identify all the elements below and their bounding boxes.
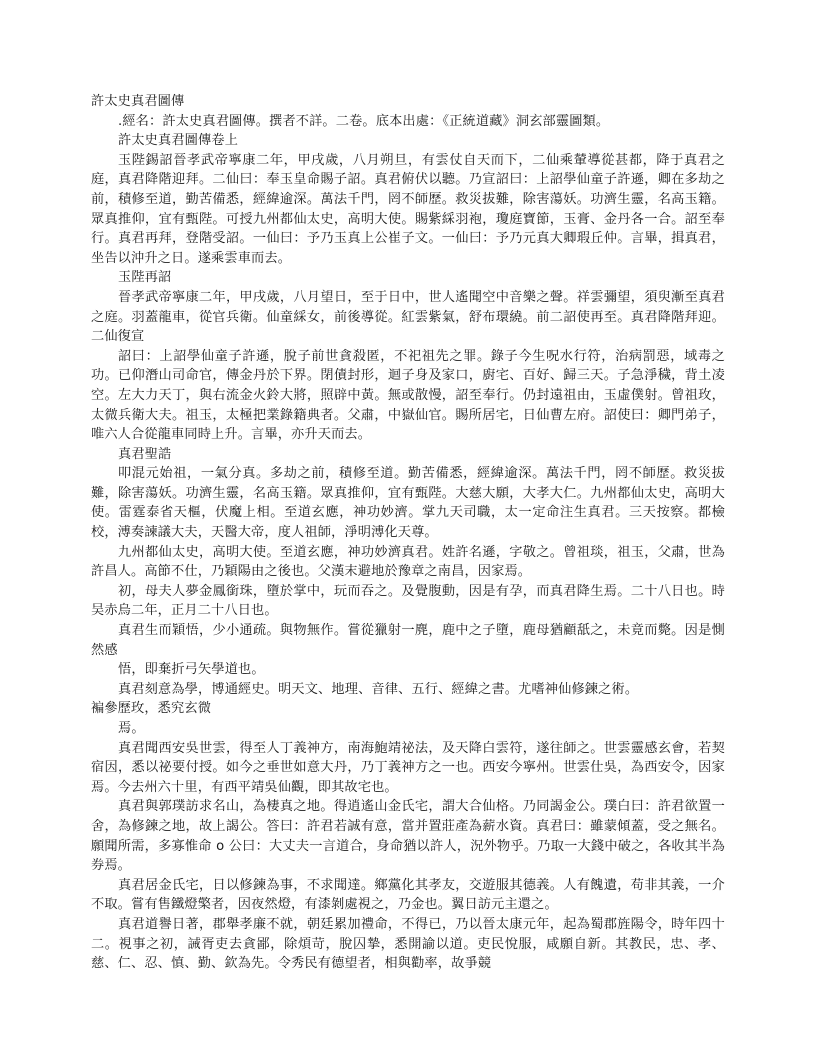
fragment-enlightenment: 悟，即棄折弓矢學道也。 — [118, 662, 265, 678]
paragraph-jingyang-magistrate: 真君道譽日著，郡舉孝廉不就，朝廷累加禮命，不得已，乃以晉太康元年，起為蜀郡旌陽令，時年四十二。視事之初，誡胥吏去貪鄙，除煩苛，脫囚摯，悉開諭以道。吏民悅服，咸願自新。其教民，忠、孝、慈、仁、忍、慎、勤、欽為先。令秀民有德望者，相與勸率，故爭競 — [91, 916, 725, 972]
colophon-line: .經名：許太史真君圖傳。撰者不詳。二卷。底本出處：《正統道藏》洞玄部靈圖類。 — [118, 113, 610, 129]
paragraph-wu-shiyun-master: 真君聞西安吳世雲，得至人丁義神方，南海鮑靖祕法，及天降白雲符，遂往師之。世雲靈感玄會，若契宿因，悉以祕要付授。如今之垂世如意大丹，乃丁義神方之一也。西安今寧州。世雲仕吳，為西安令，因家焉。今去州六十里，有西平靖吳仙觀，即其故宅也。 — [91, 740, 725, 795]
paragraph-study-classics-continuation: 褊參歷玫，悉究玄微 — [91, 701, 212, 717]
paragraph-jade-edict-first: 玉陛錫詔晉孝武帝寧康二年，甲戌歲，八月朔旦，有雲仗自天而下，二仙乘輦導從甚都，降于真君之庭，真君降階迎拜。二仙曰：奉玉皇命賜子詔。真君俯伏以聽。乃宣詔曰：上詔學仙童子許遜，卿在多劫之前，積修至道，勤苦備悉，經緯逾深。萬法千門，罔不師歷。救災拔難，除害蕩妖。功濟生靈，名高玉籍。眾真推仰，宜有甄陛。可授九州都仙太史，高明大使。賜紫綵羽袍，瓊庭寶節，玉膏、金丹各一合。詔至奉行。真君再拜，登階受詔。一仙曰：予乃玉真上公崔子文。一仙曰：予乃元真大卿瑕丘仲。言畢，揖真君，坐告以沖升之日。遂乘雲車而去。 — [91, 152, 725, 266]
paragraph-sacred-proclamation: 叩混元始祖，一氣分真。多劫之前，積修至道。勤苦備悉，經緯逾深。萬法千門，罔不師歷。救災拔難，除害蕩妖。功濟生靈，名高玉籍。眾真推仰，宜有甄陛。大慈大願，大孝大仁。九州都仙太史，高明大使。雷霆泰省天樞，伏魔上相。至道玄應，神功妙濟。掌九天司職，太一定命注生真君。三天按察。都檢校，溥奏諫議大夫，天醫大帝，度人祖師，淨明溥化天尊。 — [91, 466, 725, 541]
paragraph-second-edict-arrival: 晉孝武帝寧康二年，甲戌歲，八月望日，至于日中，世人遙聞空中音樂之聲。祥雲彌望，須臾漸至真君之庭。羽蓋龍車，從官兵衛。仙童綵女，前後導從。紅雲紫氣，舒布環繞。前二詔使再至。真君降階拜迎。二仙復宣 — [91, 289, 725, 345]
paragraph-childhood-deer: 真君生而穎悟，少小通疏。與物無作。嘗從獵射一麂，鹿中之子墮，鹿母猶顧舐之，未竟而斃。因是惻然感 — [91, 623, 725, 658]
paragraph-residence-virtue: 真君居金氏宅，日以修鍊為事，不求聞達。鄉黨化其孝友，交遊服其德義。人有餽遺，苟非其義，一介不取。嘗有售鐵燈檠者，因夜然燈，有漆剝處視之，乃金也。翼日訪元主還之。 — [91, 877, 725, 913]
fragment-yan-particle: 焉。 — [118, 721, 145, 736]
volume-heading: 許太史真君圖傳卷上 — [118, 133, 239, 149]
paragraph-guo-pu-jinshi: 真君與郭璞訪求名山，為棲真之地。得逍遙山金氏宅，謂大合仙格。乃同謁金公。璞白曰：許君欲置一舍，為修鍊之地，故上謁公。答曰：許君若誠有意，當并置莊產為薪水資。真君曰：雖蒙傾蓋，受之無名。願聞所需，多寡惟命 o 公曰：大丈夫一言道合，身命猶以許人，況外物乎。乃取一大錢中破之，各收其半為券焉。 — [91, 799, 725, 874]
document-text-column — [91, 92, 725, 974]
paragraph-study-classics: 真君刻意為學，博通經史。明天文、地理、音律、五行、經緯之書。尤嗜神仙修鍊之術。 — [118, 681, 639, 697]
paragraph-biography-lineage: 九州都仙太史，高明大使。至道玄應，神功妙濟真君。姓許名遜，字敬之。曾祖琰，祖玉，父肅，世為許昌人。高節不仕，乃穎陽由之後也。父漢末避地於豫章之南昌，因家焉。 — [91, 544, 725, 580]
paragraph-birth-omen: 初，母夫人夢金鳳銜珠，墮於掌中，玩而吞之。及覺腹動，因是有孕，而真君降生焉。二十八日也。時吴赤烏二年，正月二十八日也。 — [91, 583, 725, 619]
heading-second-edict: 玉陛再詔 — [118, 270, 172, 286]
document-title: 許太史真君圖傳 — [91, 94, 185, 109]
heading-sacred-proclamation: 真君聖誥 — [118, 446, 172, 462]
paragraph-second-edict-text: 詔曰：上詔學仙童子許遜，脫子前世貪殺匿，不祀祖先之罪。錄子今生呪水行符，治病罰惡，域毒之功。已仰潛山司命官，傳金丹於下界。閉債封形，迴子身及家口，廚宅、百好、歸三天。子急淨穢，背土凌空。左大力天丁，與右流金火鈴大將，照辟中黃。無或散慢，詔至奉行。仍封遠祖由，玉虛僕射。曾祖玫，太微兵衛大夫。祖玉，太極把業錄籍典者。父肅，中嶽仙官。賜所居宅，日仙曹左府。詔使曰：卿門弟子，唯六人合從龍車同時上升。言畢，亦升天而去。 — [91, 348, 725, 443]
